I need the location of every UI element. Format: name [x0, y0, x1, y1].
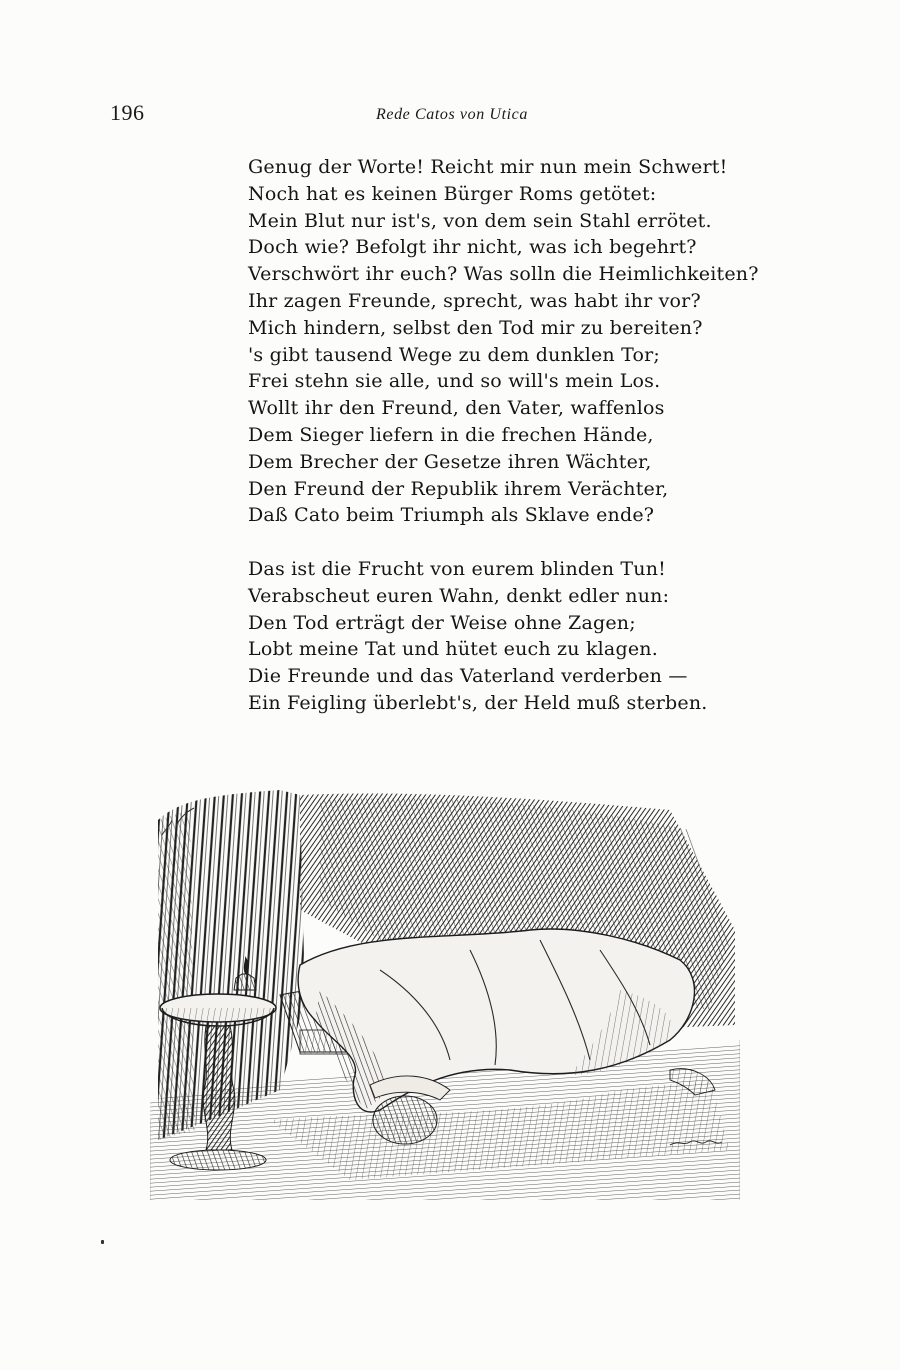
verse-line: Mich hindern, selbst den Tod mir zu bereiten?: [248, 316, 703, 339]
verse-line: Noch hat es keinen Bürger Roms getötet:: [248, 182, 657, 205]
verse-line: Mein Blut nur ist's, von dem sein Stahl errötet.: [248, 209, 712, 232]
running-head: Rede Catos von Utica: [376, 106, 528, 123]
verse-line: Ihr zagen Freunde, sprecht, was habt ihr vor?: [248, 289, 701, 312]
poem-stanza-2: [248, 556, 708, 717]
verse-line: Das ist die Frucht von eurem blinden Tun!: [248, 558, 666, 580]
verse-line: Wollt ihr den Freund, den Vater, waffenlos: [248, 397, 665, 420]
verse-line: Daß Cato beim Triumph als Sklave ende?: [248, 504, 655, 527]
engraving-illustration: [150, 790, 740, 1200]
stray-ink-mark: [101, 1240, 104, 1244]
table-foot: [170, 1150, 266, 1170]
verse-line: Genug der Worte! Reicht mir nun mein Schwert!: [248, 156, 728, 178]
verse-line: Den Tod erträgt der Weise ohne Zagen;: [248, 611, 636, 634]
verse-line: Doch wie? Befolgt ihr nicht, was ich begehrt?: [248, 236, 697, 259]
verse-line: Lobt meine Tat und hütet euch zu klagen.: [248, 638, 658, 661]
verse-line: Den Freund der Republik ihrem Verächter,: [248, 477, 669, 500]
verse-line: Verschwört ihr euch? Was solln die Heimlichkeiten?: [248, 263, 759, 286]
verse-line: Dem Sieger liefern in die frechen Hände,: [248, 423, 654, 446]
verse-line: Dem Brecher der Gesetze ihren Wächter,: [248, 450, 652, 473]
verse-line: Ein Feigling überlebt's, der Held muß sterben.: [248, 691, 708, 714]
verse-line: Frei stehn sie alle, und so will's mein Los.: [248, 370, 661, 393]
poem-stanza-1: [248, 154, 759, 529]
curtain-shade: [158, 810, 195, 1140]
verse-line: 's gibt tausend Wege zu dem dunklen Tor;: [248, 343, 661, 366]
page-number: 196: [110, 100, 145, 125]
table-pedestal: [203, 1026, 235, 1150]
engraving-svg: [150, 790, 740, 1200]
verse-line: Die Freunde und das Vaterland verderben —: [248, 665, 688, 688]
head: [373, 1096, 437, 1144]
verse-line: Verabscheut euren Wahn, denkt edler nun:: [248, 584, 670, 607]
